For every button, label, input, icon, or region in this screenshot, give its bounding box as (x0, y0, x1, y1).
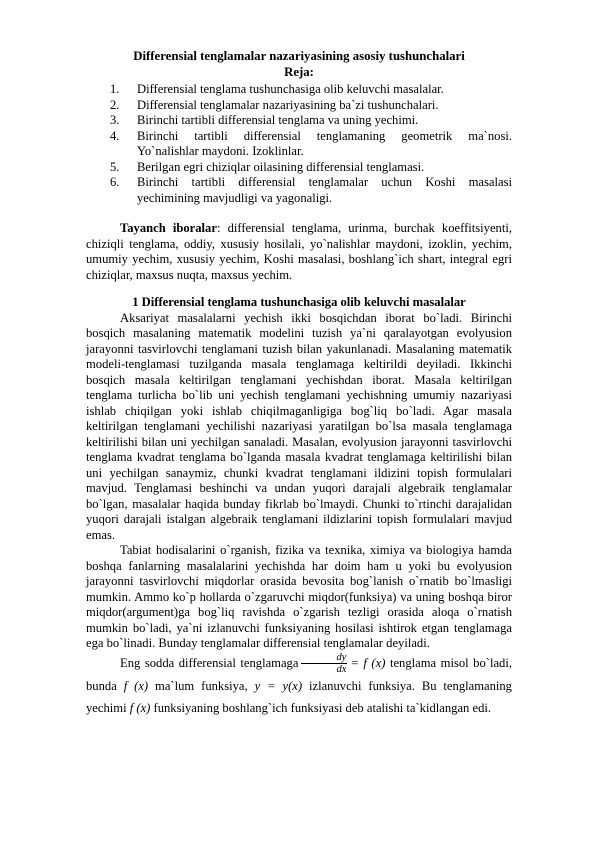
plan-item-number: 2. (110, 97, 120, 112)
closing-text: funksiyaning boshlang`ich funksiyasi deb atalishi ta`kidlangan edi. (153, 701, 492, 716)
plan-item (110, 113, 512, 129)
plan-heading: Reja: (284, 64, 314, 79)
plan-item (110, 175, 512, 206)
equation-tail-text: tenglama misol bo`ladi, bunda (86, 655, 512, 694)
document-title: Differensial tenglamalar nazariyasining asosiy tushunchalari (133, 49, 465, 63)
keywords-label: Tayanch iboralar (120, 221, 217, 235)
plan-item (110, 129, 512, 160)
plan-item-text: Birinchi tartibli differensial tenglamaning geometrik ma`nosi. Yo`nalishlar maydoni. Izoklinlar. (137, 128, 512, 158)
body-paragraph: Aksariyat masalalarni yechish ikki bosqichdan iborat bo`ladi. Birinchi bosqich masalaning matematik modelini tuzish ya`ni qaralayotgan evolyusion jarayonni tasvirlovchi tenglamani tuzish bilan yakunlanadi. Masalaning matematik modeli-tenglamasi tuzilganda masala tenglamaga keltirildi deyiladi. Ikkinchi bosqich masala keltirilgan tenglamani yechishdan iborat. Masala keltirilgan tenglama turlicha bo`lib uni yechish tenglamani yechishning umumiy nazariyasi ishlab chiqilgan yoki ishlab chiqilmaganligiga bog`liq bo`ladi. Agar masala keltirilgan tenglamani yechilishi nazariyasi yaratilgan bo`lsa masala tenglamaga keltirilishi bilan uni yechilgan sanaladi. Masalan, evolyusion jarayonni tasvirlovchi tenglama kvadrat tenglama bo`lganda masala kvadrat tenglamaga keltirilishi bilan uni yechilgan sanaymiz, chunki kvadrat tenglamani ildizini topish formulalari mavjud. Tenglamasi beshinchi va undan yuqori darajali algebraik tenglamalar bo`lgan, masalalar haqida bunday fikrlab bo`lmaydi. Chunki to`rtinchi darajalidan yuqori darajali istalgan algebraik tenglamani ildizlarini topish formulalari mavjud emas. (86, 310, 512, 542)
plan-item (110, 98, 512, 114)
plan-list (86, 82, 512, 206)
function-symbol: f (x) (123, 679, 149, 694)
unknown-function-symbol: y = y(x) (254, 679, 303, 694)
plan-item-number: 4. (110, 128, 120, 143)
plan-item-number: 6. (110, 175, 120, 189)
equation-paragraph (86, 652, 512, 720)
unknown-function-description: izlanuvchi funksiya. Bu tenglamaning yechimi (86, 679, 512, 716)
section-heading: 1 Differensial tenglama tushunchasiga olib keluvchi masalalar (132, 295, 466, 309)
function-symbol: f (x) (129, 701, 151, 716)
document-page (86, 49, 512, 719)
equation-rhs: = f (x) (350, 655, 386, 670)
plan-item (110, 82, 512, 98)
equation-lead-text: Eng sodda differensial tenglamaga (120, 655, 299, 670)
derivative-fraction (301, 652, 347, 675)
body-paragraph: Tabiat hodisalarini o`rganish, fizika va texnika, ximiya va biologiya hamda boshqa fanlarning masalalarini yechishda har doim ham u yoki bu evolyusion jarayonni tasvirlovchi miqdorlar orasida bevosita bog`lanish o`rnatib bo`lmasligi mumkin. Ammo ko`p hollarda o`zgaruvchi miqdor(funksiya) va uning boshqa biror miqdor(argument)ga bog`liq ravishda o`zgarish tezligi orasida aloqa o`rnatish mumkin bo`ladi, ya`ni izlanuvchi funksiyaning hosilasi ishtirok etgan tenglamaga ega bo`linadi. Bunday tenglamalar differensial tenglamalar deyiladi. (86, 543, 512, 650)
plan-item-number: 3. (110, 113, 120, 127)
plan-item-text: Differensial tenglama tushunchasiga olib keluvchi masalalar. (137, 82, 444, 96)
plan-item-number: 1. (110, 82, 120, 96)
function-description: ma`lum funksiya, (155, 679, 248, 694)
fraction-numerator: dy (301, 652, 347, 664)
plan-item-text: Differensial tenglamalar nazariyasining ba`zi tushunchalari. (137, 97, 439, 112)
plan-item-text: Birinchi tartibli differensial tenglama va uning yechimi. (137, 113, 419, 127)
fraction-denominator: dx (336, 664, 347, 676)
keywords-paragraph (86, 221, 512, 283)
plan-item-text: Birinchi tartibli differensial tenglamalar uchun Koshi masalasi yechimining mavjudligi va yagonaligi. (137, 175, 512, 205)
plan-item (110, 160, 512, 176)
keywords-text: : differensial tenglama, urinma, burchak koeffitsiyenti, chiziqli tenglama, oddiy, xususiy hosilali, yo`nalishlar maydoni, izoklin, yechim, umumiy yechim, xususiy yechim, Koshi masalasi, boshlang`ich shart, integral egri chiziqlar, maxsus nuqta, maxsus yechim. (86, 221, 513, 282)
plan-item-number: 5. (110, 159, 120, 174)
plan-item-text: Berilgan egri chiziqlar oilasining differensial tenglamasi. (137, 159, 425, 174)
